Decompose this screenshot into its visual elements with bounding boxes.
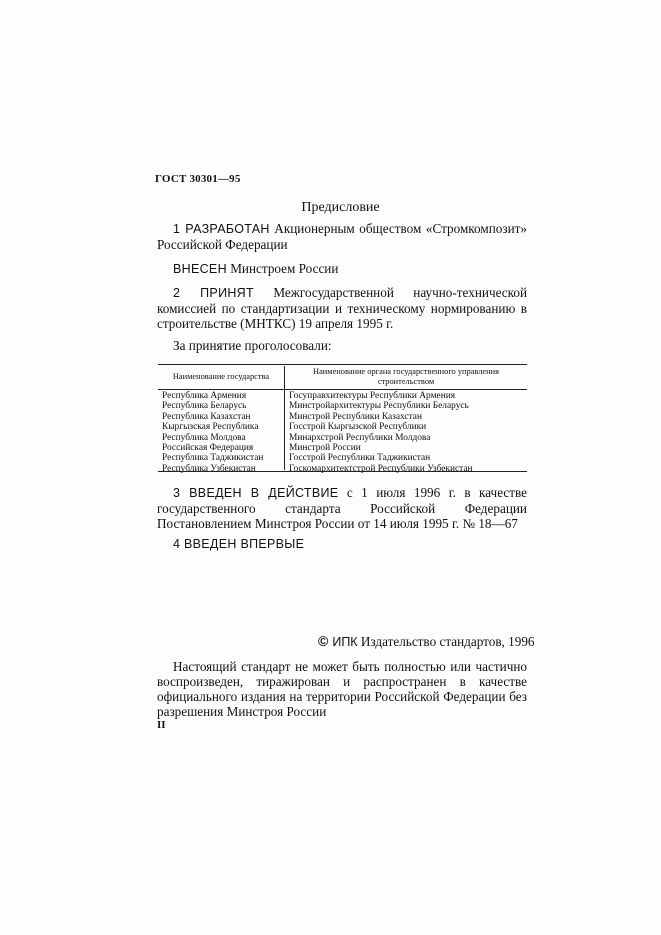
table-cell-state: Республика Казахстан <box>162 411 251 422</box>
gost-code: ГОСТ 30301—95 <box>155 173 241 185</box>
item-text: Минстроем России <box>226 261 339 276</box>
item-lead: 3 ВВЕДЕН В ДЕЙСТВИЕ <box>173 486 339 500</box>
table-cell-state: Республика Таджикистан <box>162 453 264 464</box>
table-header-body: Наименование органа государственного управления строительством <box>313 367 499 386</box>
table-cell-body: Госстрой Республики Таджикистан <box>289 453 431 464</box>
table-cell-state: Республика Узбекистан <box>162 463 256 474</box>
table-cell-state: Российская Федерация <box>162 442 254 453</box>
table-cell-body: Госкомархитектстрой Республики Узбекистан <box>289 463 473 474</box>
item-lead: 4 ВВЕДЕН ВПЕРВЫЕ <box>173 537 305 551</box>
table-column-bodies <box>289 391 525 474</box>
reproduction-notice: Настоящий стандарт не может быть полностью или частично воспроизведен, тиражирован и распространен в качестве официального издания на территории Российской Федерации без разрешения Минстроя России <box>157 659 527 719</box>
table-cell-state: Республика Армения <box>162 391 247 401</box>
table-cell-body: Госстрой Кыргызской Республики <box>289 422 427 433</box>
table-cell-body: Госуправхитектуры Республики Армения <box>289 391 456 401</box>
foreword-title: Предисловие <box>301 200 380 215</box>
foreword-item-first-edition <box>157 536 527 552</box>
item-lead: ВНЕСЕН <box>173 262 227 276</box>
table-column-states <box>162 391 282 474</box>
table-cell-state: Республика Беларусь <box>162 401 247 412</box>
foreword-item-adopted <box>157 285 527 331</box>
voting-table <box>158 364 527 472</box>
foreword-item-enacted <box>157 485 527 531</box>
copyright-line <box>318 633 535 650</box>
table-cell-body: Минстройархитектуры Республики Беларусь <box>289 401 469 412</box>
page-number: II <box>157 719 166 731</box>
table-cell-state: Кыргызская Республика <box>162 422 259 433</box>
table-cell-body: Минстрой Республики Казахстан <box>289 411 422 422</box>
item-text: Акционерным обществом «Стромкомпозит» Российской Федерации <box>157 221 528 252</box>
copyright-publisher: ИПК <box>332 635 358 649</box>
foreword-item-submitted <box>157 261 527 277</box>
table-cell-body: Минархстрой Республики Молдова <box>289 432 431 443</box>
table-rule-top <box>158 364 527 365</box>
item-lead: 2 ПРИНЯТ <box>173 286 254 300</box>
copyright-symbol: © <box>318 633 329 649</box>
item-text: Межгосударственной научно-технической комиссией по стандартизации и техническому нормированию в строительстве (МНТКС) 19 апреля 1995 г. <box>157 285 528 331</box>
item-text: с 1 июля 1996 г. в качестве государственного стандарта Российской Федерации Постановлением Минстроя России от 14 июля 1995 г. № 18—67 <box>157 485 527 531</box>
item-lead: 1 РАЗРАБОТАН <box>173 222 270 236</box>
copyright-text: Издательство стандартов, 1996 <box>357 634 535 649</box>
voted-label: За принятие проголосовали: <box>173 338 332 353</box>
table-cell-state: Республика Молдова <box>162 432 246 443</box>
table-header-state: Наименование государства <box>172 372 270 381</box>
table-cell-body: Минстрой России <box>289 442 361 453</box>
foreword-item-developed <box>157 221 527 252</box>
table-rule-header <box>158 389 527 390</box>
